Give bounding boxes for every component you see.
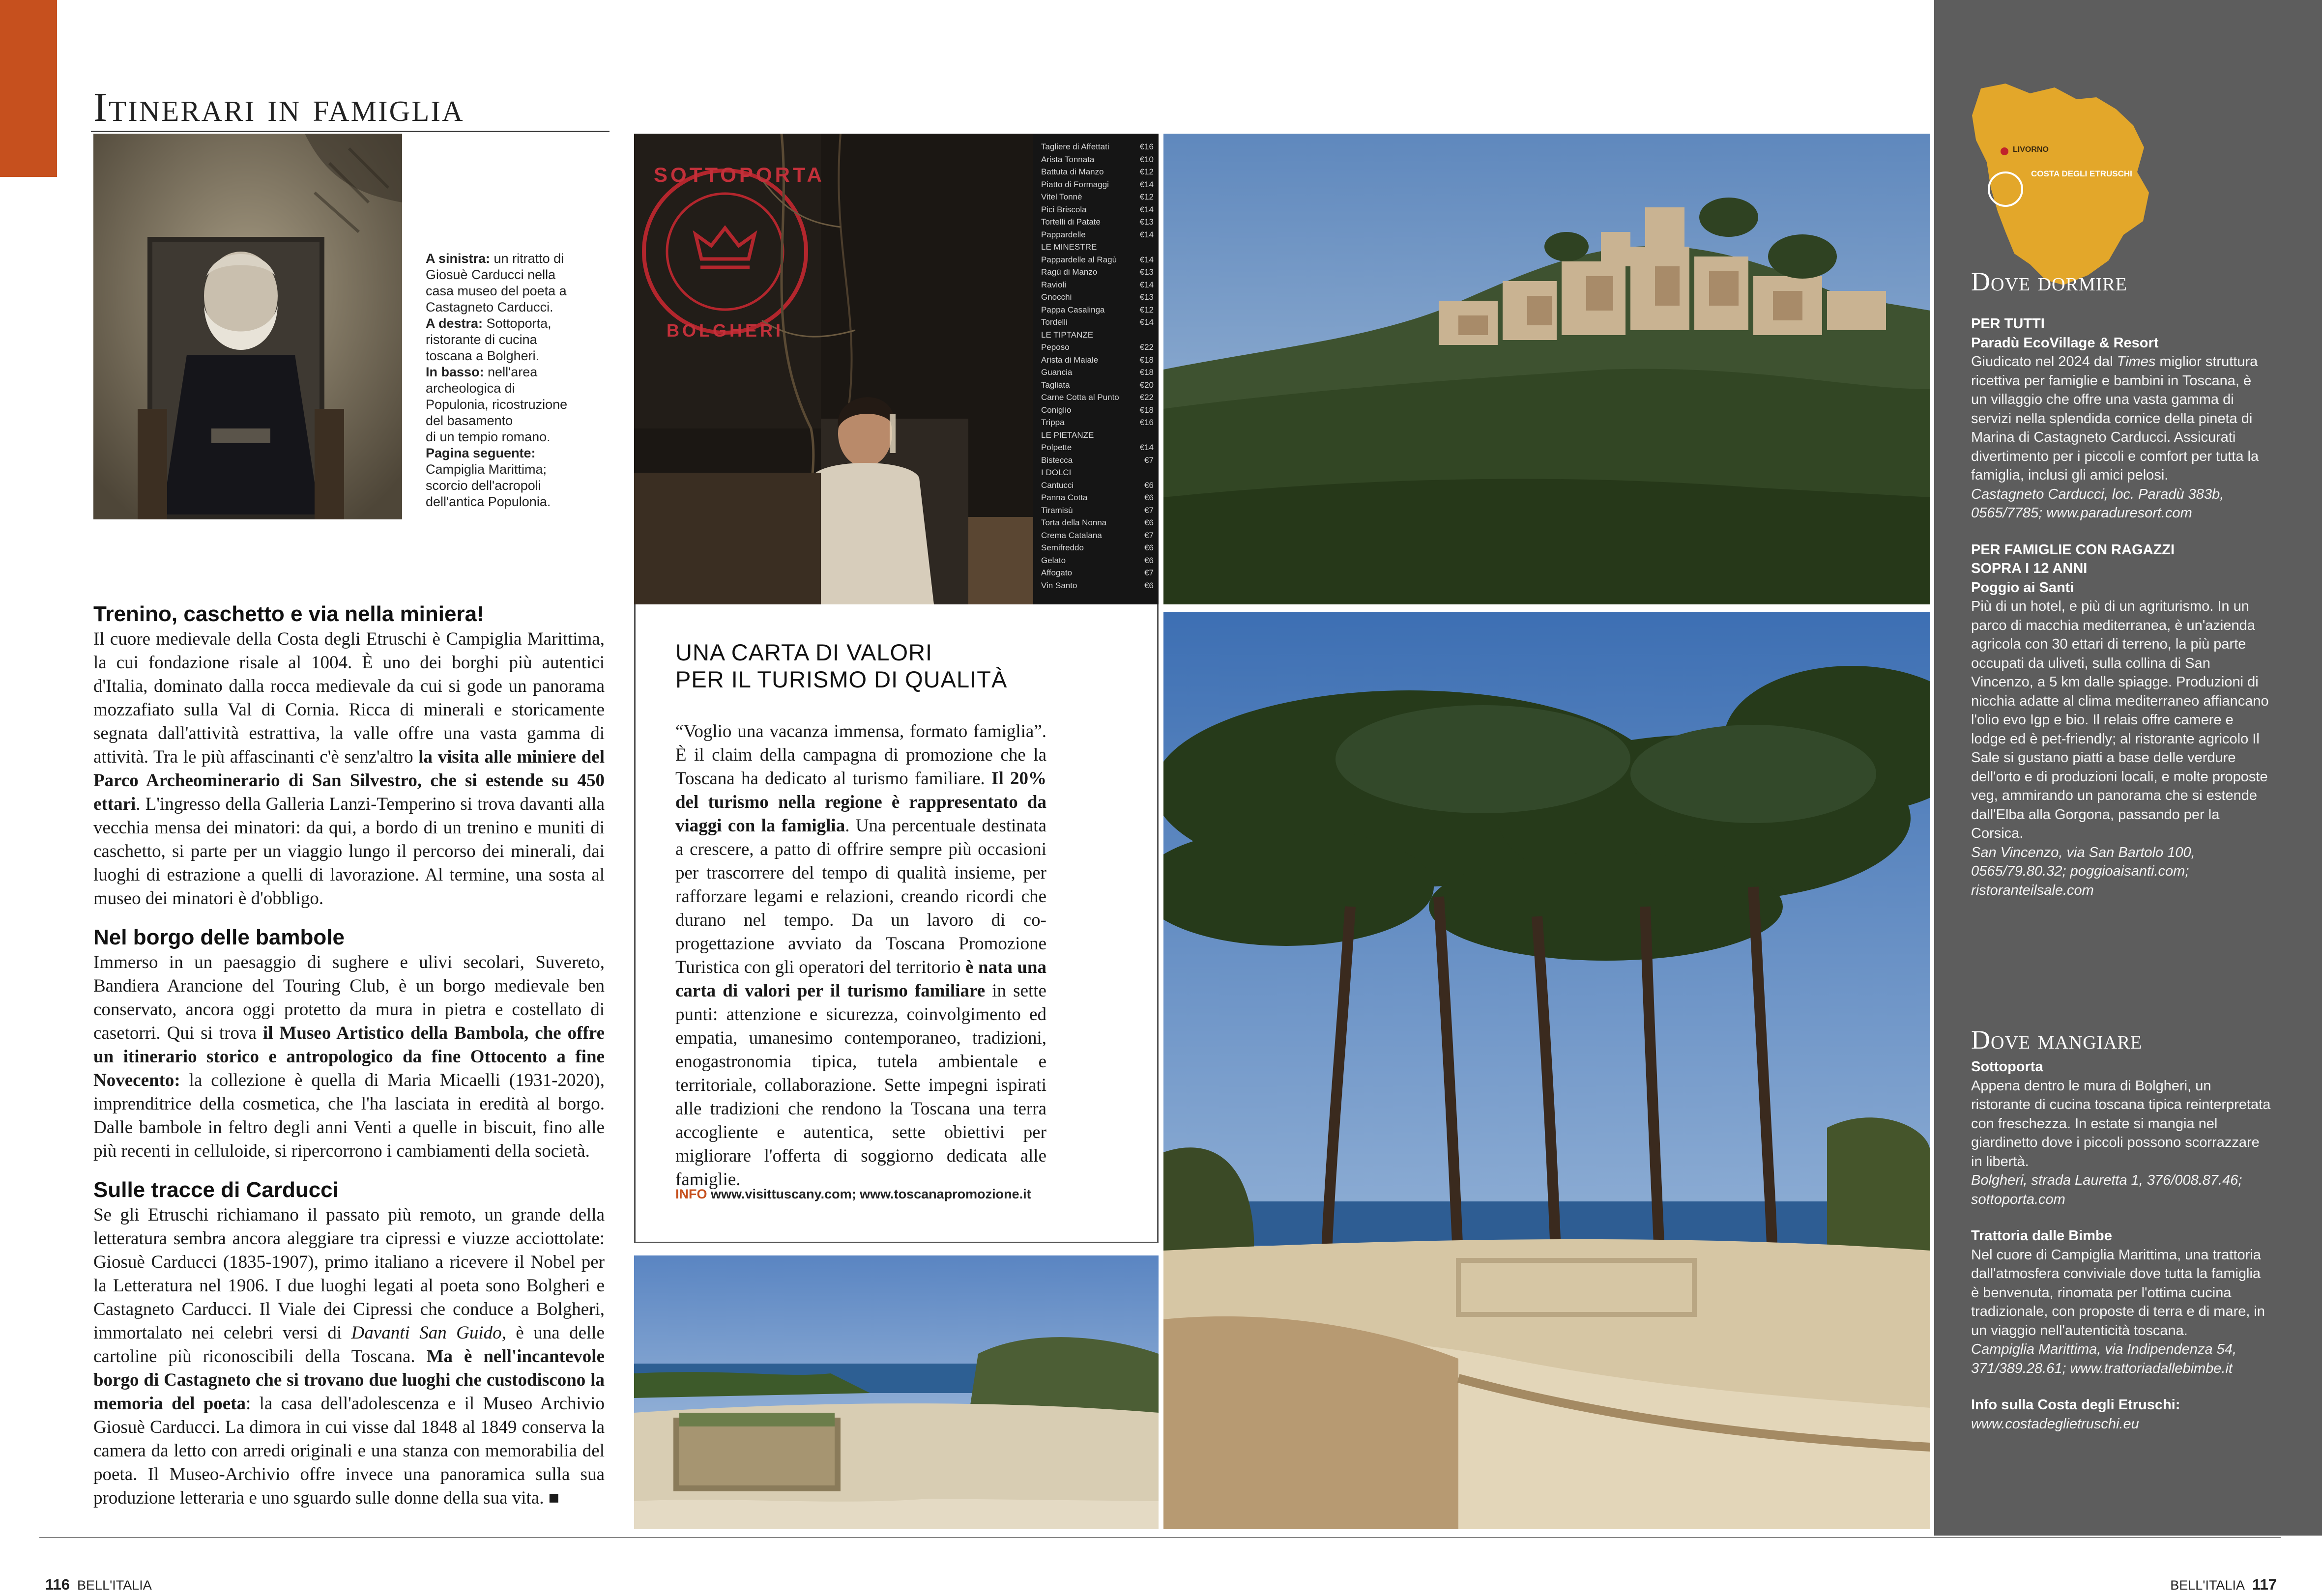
map-label-livorno: LIVORNO (2013, 145, 2049, 154)
menu-item-name: Pappardelle (1041, 229, 1086, 239)
footer-rule (39, 1537, 2281, 1538)
menu-item-name: Trippa (1041, 418, 1065, 427)
menu-item-name: Piatto di Formaggi (1041, 179, 1109, 189)
footer-right (2170, 1576, 2277, 1594)
menu-item-price: €13 (1139, 267, 1154, 277)
campiglia-marittima-photo (1163, 134, 1930, 604)
menu-item-price: €6 (1144, 480, 1154, 490)
page-number-left: 116 (45, 1576, 70, 1593)
menu-line (1041, 241, 1154, 254)
menu-item-name: Tagliata (1041, 380, 1070, 390)
menu-item-name: Tagliere di Affettati (1041, 142, 1109, 151)
menu-item-name: Pappardelle al Ragù (1041, 255, 1117, 264)
menu-item-name: Panna Cotta (1041, 493, 1088, 502)
sottoporta-sign-text: SOTTOPORTA (654, 163, 825, 186)
end-mark: ■ (548, 1488, 560, 1508)
menu-item-price: €12 (1139, 305, 1154, 314)
menu-item-price: €6 (1144, 555, 1154, 565)
menu-item-name: Semifreddo (1041, 543, 1084, 552)
menu-item-name: Ravioli (1041, 280, 1067, 289)
menu-item-price: €6 (1144, 518, 1154, 527)
menu-item-price: €13 (1139, 292, 1154, 302)
menu-item-name: Arista Tonnata (1041, 154, 1095, 164)
menu-item-name: Ragù di Manzo (1041, 267, 1098, 277)
article-section-1: Il cuore medievale della Costa degli Etruschi è Campiglia Marittima, la cui fondazione risale al 1004. È uno dei borghi più autentici d'Italia, dominato dalla rocca medievale da cui si gode un panorama mozzafiato sulla Val di Cornia. Ricca di minerali e storicamente segnata dall'attività estrattiva, la valle offre una vasta gamma di attività. Tra le più affascinanti c'è senz'altro la visita alle miniere del Parco Archeominerario di San Silvestro, che si estende su 450 ettari. L'ingresso della Galleria Lanzi-Temperino si trova davanti alla vecchia mensa dei minatori: da qui, a bordo di un trenino e muniti di caschetto, si parte per un viaggio lungo il percorso dei minerali, dai luoghi di estrazione a quelli di lavorazione. Al termine, una sosta al museo dei minatori è d'obbligo. (93, 629, 605, 909)
box-paragraph: “Voglio una vacanza immensa, formato famiglia”. È il claim della campagna di promozione che la Toscana ha dedicato al turismo familiare. Il 20% del turismo nella regione è rappresentato da viaggi con la famiglia. Una percentuale destinata a crescere, a patto di offrire sempre più occasioni per trascorrere del tempo di qualità insieme, per rafforzare legami e relazioni, creando ricordi che durano nel tempo. Da un lavoro di co-progettazione avviato da Toscana Promozione Turistica con gli operatori del territorio è nata una carta di valori per il turismo familiare in sette punti: attenzione e sicurezza, coinvolgimento ed empatia, umanesimo contemporaneo, tradizioni, enogastronomia tipica, tutela ambientale e territoriale, collaborazione. Sette impegni ispirati alle tradizioni che rendono la Toscana una terra accogliente e autentica, sette obiettivi per migliorare l'offerta di soggiorno dedicata alle famiglie. (675, 721, 1046, 1190)
menu-line (1041, 391, 1154, 404)
menu-line (1041, 203, 1154, 216)
menu-item-name: LE TIPTANZE (1041, 330, 1094, 340)
menu-item-price: €7 (1144, 530, 1154, 540)
menu-item-name: Torta della Nonna (1041, 518, 1107, 527)
tuscany-region-shape (1972, 84, 2149, 285)
article-section-3: Se gli Etruschi richiamano il passato più remoto, un grande della letteratura sembra ancora aleggiare tra cipressi e viuzze acciottolate: Giosuè Carducci (1835-1907), primo italiano a ricevere il Nobel per la Letteratura nel 1906. I due luoghi legati al poeta sono Bolgheri e Castagneto Carducci. Il Viale dei Cipressi che conduce a Bolgheri, immortalato nei celebri versi di Davanti San Guido, è una delle cartoline più riconoscibili della Toscana. Ma è nell'incantevole borgo di Castagneto che si trovano due luoghi che custodiscono la memoria del poeta: la casa dell'adolescenza e il Museo Archivio Giosuè Carducci. La dimora in cui visse dal 1848 al 1849 conserva la camera da letto con arredi originali e una stanza con memorabilia del poeta. Il Museo-Archivio offre invece una panoramica sulla sua produzione letteraria e uno sguardo sulle donne della sua vita. ■ (93, 1205, 605, 1508)
accent-bar (0, 0, 57, 177)
menu-item-price: €14 (1139, 255, 1154, 264)
menu-item-price: €18 (1139, 368, 1154, 377)
menu-line (1041, 366, 1154, 379)
menu-item-price: €20 (1139, 380, 1154, 390)
article-body (93, 601, 605, 1510)
menu-line (1041, 479, 1154, 492)
tuscany-map (1961, 79, 2168, 295)
menu-item-price: €6 (1144, 493, 1154, 502)
menu-line (1041, 504, 1154, 517)
menu-line (1041, 141, 1154, 153)
menu-item-name: Coniglio (1041, 405, 1072, 415)
menu-item-price: €10 (1139, 154, 1154, 164)
chalkboard-menu (1033, 134, 1159, 604)
menu-item-name: Vin Santo (1041, 580, 1077, 590)
menu-line (1041, 516, 1154, 529)
menu-line (1041, 291, 1154, 304)
menu-item-name: Arista di Maiale (1041, 355, 1099, 365)
menu-item-name: Battuta di Manzo (1041, 167, 1104, 176)
menu-item-name: Gelato (1041, 555, 1066, 565)
menu-item-name: LE PIETANZE (1041, 430, 1094, 440)
menu-item-price: €7 (1144, 568, 1154, 577)
menu-item-price: €14 (1139, 229, 1154, 239)
info-links: www.visittuscany.com; www.toscanapromozione.it (707, 1187, 1031, 1201)
menu-line (1041, 454, 1154, 467)
menu-item-price: €13 (1139, 217, 1154, 227)
title-rule (91, 131, 610, 132)
carducci-portrait-photo (93, 134, 402, 519)
menu-item-name: Affogato (1041, 568, 1073, 577)
menu-item-name: Gnocchi (1041, 292, 1072, 302)
article-section-2: Immerso in un paesaggio di sughere e ulivi secolari, Suvereto, Bandiera Arancione del Touring Club, è un borgo medievale ben conservato, ancora oggi protetto da mura in pietra e costellato di casetorri. Qui si trova il Museo Artistico della Bambola, che offre un itinerario storico e antropologico da fine Ottocento a fine Novecento: la collezione è quella di Maria Micaelli (1931-2020), imprenditrice della cosmetica, che l'ha lasciata in eredità al borgo. Dalle bambole in feltro degli anni Venti a quelle in biscuit, fino alle più recenti in celluloide, si ripercorrono i cambiamenti della società. (93, 952, 605, 1161)
menu-line (1041, 266, 1154, 279)
menu-item-price: €7 (1144, 455, 1154, 465)
menu-item-name: Tortelli di Patate (1041, 217, 1101, 227)
magazine-name-left: BELL'ITALIA (77, 1578, 152, 1593)
populonia-acropolis-pines-photo (1163, 612, 1930, 1529)
menu-line (1041, 567, 1154, 579)
menu-line (1041, 153, 1154, 166)
magazine-name-right: BELL'ITALIA (2170, 1578, 2245, 1593)
section-title: Itinerari in famiglia (93, 85, 464, 130)
menu-item-price: €14 (1139, 280, 1154, 289)
menu-item-name: LE MINESTRE (1041, 242, 1097, 252)
menu-item-name: Guancia (1041, 368, 1073, 377)
menu-line (1041, 404, 1154, 417)
footer-left (45, 1576, 152, 1594)
menu-item-price: €14 (1139, 443, 1154, 452)
photo-caption: A sinistra: un ritratto di Giosuè Carducci nella casa museo del poeta a Castagneto Carducci. A destra: Sottoporta, ristorante di cucina toscana a Bolgheri. In basso: nell'area archeologica di Populonia, ricostruzione del basamento di un tempio romano. Pagina seguente: Campiglia Marittima; scorcio dell'acropoli dell'antica Populonia. (426, 251, 568, 509)
menu-line (1041, 429, 1154, 442)
menu-item-price: €12 (1139, 192, 1154, 201)
menu-line (1041, 166, 1154, 178)
menu-line (1041, 579, 1154, 592)
map-label-costa: COSTA DEGLI ETRUSCHI (2031, 169, 2132, 178)
sottoporta-restaurant-photo (634, 134, 1159, 604)
bolgheri-sign-text: BOLGHERI (666, 320, 784, 341)
menu-line (1041, 228, 1154, 241)
menu-item-price: €22 (1139, 342, 1154, 352)
menu-item-price: €14 (1139, 179, 1154, 189)
menu-item-price: €22 (1139, 393, 1154, 402)
menu-item-price: €6 (1144, 580, 1154, 590)
menu-line (1041, 379, 1154, 392)
menu-line (1041, 216, 1154, 228)
menu-line (1041, 254, 1154, 266)
menu-item-name: Tiramisù (1041, 505, 1073, 515)
menu-item-name: Pici Briscola (1041, 204, 1087, 214)
menu-item-name: Carne Cotta al Punto (1041, 393, 1119, 402)
menu-line (1041, 316, 1154, 329)
article-subhead-1: Trenino, caschetto e via nella miniera! (93, 602, 484, 626)
menu-item-price: €14 (1139, 317, 1154, 327)
menu-item-price: €18 (1139, 355, 1154, 365)
page-number-right: 117 (2252, 1576, 2277, 1593)
info-label: INFO (675, 1187, 707, 1201)
menu-item-price: €16 (1139, 418, 1154, 427)
menu-item-name: Tordelli (1041, 317, 1068, 327)
menu-item-price: €14 (1139, 204, 1154, 214)
menu-line (1041, 341, 1154, 354)
menu-line (1041, 554, 1154, 567)
menu-item-name: Pappa Casalinga (1041, 305, 1105, 314)
dove-mangiare-heading: Dove mangiare (1971, 1025, 2143, 1054)
dove-dormire-heading: Dove dormire (1971, 267, 2127, 296)
menu-item-name: Vitel Tonnè (1041, 192, 1082, 201)
populonia-ruins-photo (634, 1255, 1159, 1529)
menu-item-name: Peposo (1041, 342, 1070, 352)
menu-line (1041, 329, 1154, 342)
menu-line (1041, 178, 1154, 191)
menu-line (1041, 304, 1154, 316)
menu-line (1041, 542, 1154, 554)
menu-line (1041, 416, 1154, 429)
dove-dormire-section: PER TUTTI Paradù EcoVillage & Resort Giudicato nel 2024 dal Times miglior struttura ricettiva per famiglie e bambini in Toscana, è un villaggio che offre una vasta gamma di servizi nella splendida cornice della pineta di Marina di Castagneto Carducci. Assicurati divertimento per i piccoli e comfort per tutta la famiglia, inclusi gli amici pelosi. Castagneto Carducci, loc. Paradù 383b, 0565/7785; www.paraduresort.com PER FAMIGLIE CON RAGAZZI SOPRA I 12 ANNI Poggio ai Santi Più di un hotel, e più di un agriturismo. In un parco di macchia mediterranea, è un'azienda agricola con 30 ettari di terreno, la più parte occupati da uliveti, sulla collina di San Vincenzo, a 5 km dalle spiagge. Produzioni di nicchia adatte al clima mediterraneo affiancano l'olio evo Igp e bio. Il relais offre camere e lodge ed è pet-friendly; al ristorante agricolo Il Sale si gustano piatti a base delle verdure dell'orto e di produzioni locali, e molte proposte veg, ammirando un panorama che si estende dall'Elba alla Gorgona, passando per la Corsica. San Vincenzo, via San Bartolo 100, 0565/79.80.32; poggioaisanti.com; ristoranteilsale.com (1971, 316, 2269, 898)
article-subhead-3: Sulle tracce di Carducci (93, 1178, 339, 1202)
menu-item-name: Cantucci (1041, 480, 1074, 490)
menu-item-name: Crema Catalana (1041, 530, 1102, 540)
menu-item-price: €16 (1139, 142, 1154, 151)
box-info-line (675, 1187, 1031, 1202)
menu-line (1041, 491, 1154, 504)
menu-item-price: €6 (1144, 543, 1154, 552)
menu-item-price: €7 (1144, 505, 1154, 515)
menu-line (1041, 466, 1154, 479)
menu-line (1041, 441, 1154, 454)
menu-line (1041, 354, 1154, 367)
dove-mangiare-section: Sottoporta Appena dentro le mura di Bolgheri, un ristorante di cucina toscana tipica reinterpretata con freschezza. In estate si mangia nel giardinetto dove i piccoli possono scorrazzare in libertà. Bolgheri, strada Lauretta 1, 376/008.87.46; sottoporta.com Trattoria dalle Bimbe Nel cuore di Campiglia Marittima, una trattoria dall'atmosfera conviviale dove tutta la famiglia è benvenuta, rinomata per l'ottima cucina tradizionale, con proposte di terra e di mare, in un viaggio nell'autenticità toscana. Campiglia Marittima, via Indipendenza 54, 371/389.28.61; www.trattoriadallebimbe.it Info sulla Costa degli Etruschi: www.costadeglietruschi.eu (1971, 1059, 2271, 1432)
menu-item-name: I DOLCI (1041, 468, 1072, 477)
article-subhead-2: Nel borgo delle bambole (93, 925, 345, 949)
menu-item-price: €12 (1139, 167, 1154, 176)
menu-line (1041, 191, 1154, 203)
menu-item-name: Polpette (1041, 443, 1072, 452)
menu-line (1041, 279, 1154, 291)
menu-item-price: €18 (1139, 405, 1154, 415)
menu-line (1041, 529, 1154, 542)
menu-item-name: Bistecca (1041, 455, 1073, 465)
box-title: UNA CARTA DI VALORI PER IL TURISMO DI QUALITÀ (675, 639, 1008, 692)
